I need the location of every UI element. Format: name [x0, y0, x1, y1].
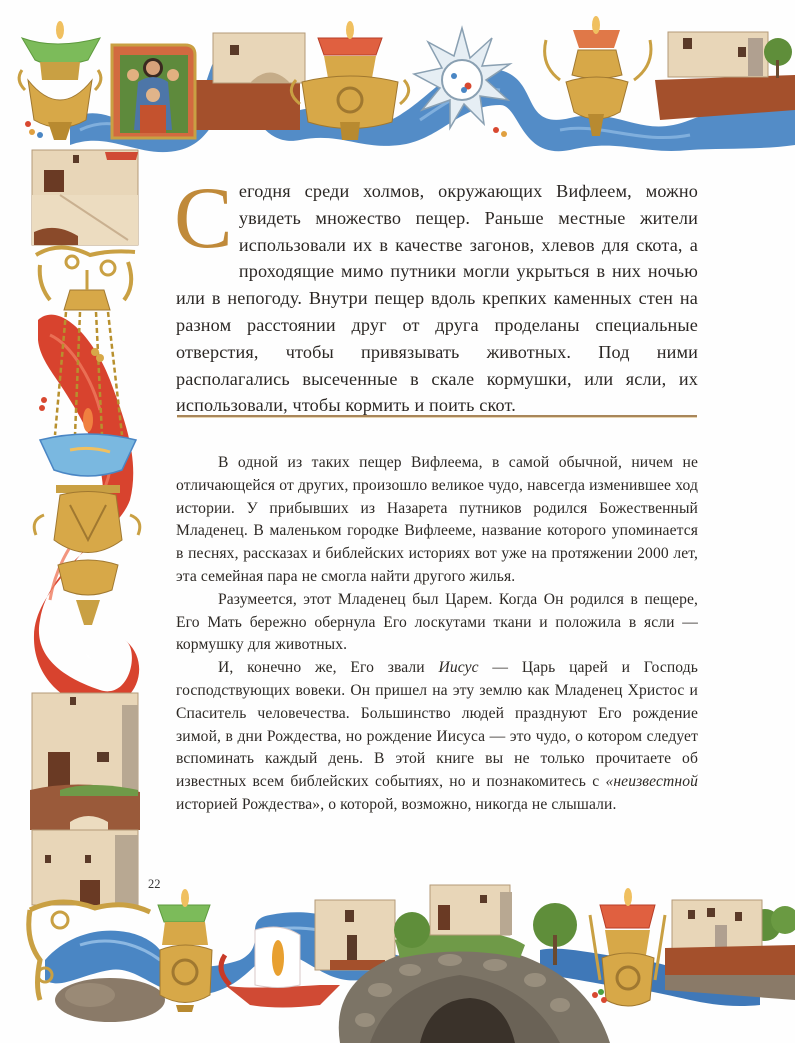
body-text [176, 452, 698, 817]
paragraph-3 [176, 657, 698, 817]
intro-text: егодня среди холмов, окружающих Вифлеем, можно увидеть множество пещер. Раньше местные жители использовали их в качестве загонов, хлевов для скота, а проходящие мимо путники могли укрыться в них ночью или в непогоду. Внутри пещер вдоль крепких каменных стен на разном расстоянии друг от друга проделаны специальные отверстия, чтобы привязывать животных. Под ними располагались высеченные в скале кормушки, или ясли, их использовали, чтобы кормить и поить скот. [176, 181, 698, 416]
paragraph-3-part-2: — Царь царей и Господь господствующих вовеки. Он пришел на эту землю как Младенец Христос и Спаситель человечества. Большинство людей празднуют Его рождение зимой, в дни Рождества, но рождение Иисуса — это чудо, о котором следует вспоминать каждый день. В этой книге вы не только прочитаете об известных всем библейских событиях, но и познакомитесь с [176, 659, 698, 791]
paragraph-3-part-3: историей Рождества», о которой, возможно, никогда не слышали. [176, 795, 617, 813]
intro-paragraph [174, 170, 698, 419]
drop-cap: С [174, 170, 233, 267]
left-border [30, 150, 140, 905]
emphasis-unknown: «неизвестной [605, 773, 698, 791]
paragraph-3-part-1: И, конечно же, Его звали [218, 659, 439, 677]
top-border [19, 16, 795, 152]
paragraph-2: Разумеется, этот Младенец был Царем. Когда Он родился в пещере, Его Мать бережно обернула Его лоскутами ткани и положила в ясли — кормушку для животных. [176, 590, 698, 654]
paragraph-1: В одной из таких пещер Вифлеема, в самой обычной, ничем не отличающейся от других, произошло великое чудо, навсегда изменившее ход истории. У прибывших из Назарета путников родился Божественный Младенец. В маленьком городке Вифлееме, название которого упоминается в песнях, рассказах и библейских историях вот уже на протяжении 2000 лет, эта семейная пара не смогла найти другого жилья. [176, 454, 698, 585]
emphasis-jesus: Иисус [438, 659, 479, 677]
page-number: 22 [148, 877, 161, 891]
section-divider [177, 415, 697, 418]
svg-text:✳: ✳ [84, 652, 93, 663]
bottom-border [29, 885, 795, 1043]
